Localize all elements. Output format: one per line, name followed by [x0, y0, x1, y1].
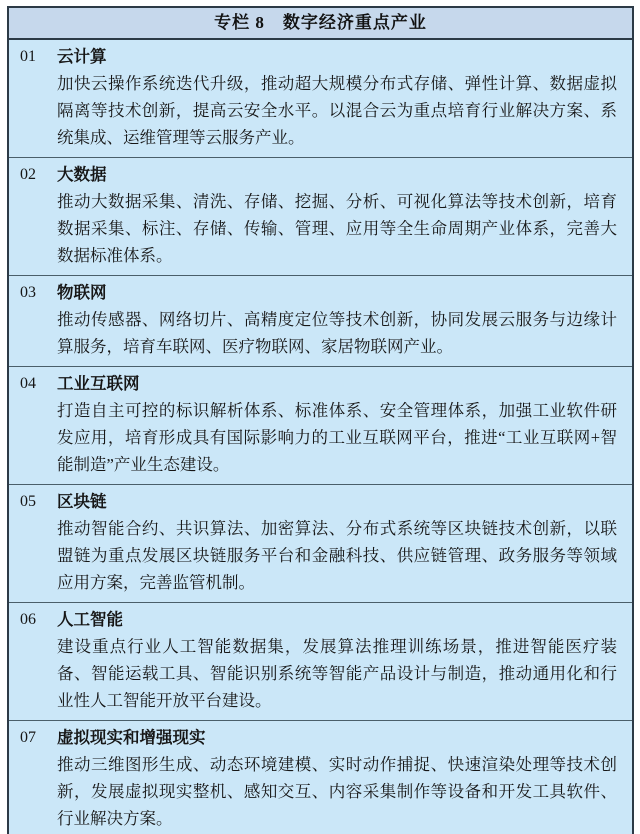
row-body: 加快云操作系统迭代升级，推动超大规模分布式存储、弹性计算、数据虚拟隔离等技术创新，提高云安全水平。以混合云为重点培育行业解决方案、系统集成、运维管理等云服务产业。 — [57, 74, 617, 147]
row-body: 打造自主可控的标识解析体系、标准体系、安全管理体系，加强工业软件研发应用，培育形成具有国际影响力的工业互联网平台，推进“工业互联网+智能制造”产业生态建设。 — [57, 401, 617, 474]
row-body: 推动三维图形生成、动态环境建模、实时动作捕捉、快速渲染处理等技术创新，发展虚拟现实整机、感知交互、内容采集制作等设备和开发工具软件、行业解决方案。 — [57, 755, 617, 828]
panel-title: 专栏 8 数字经济重点产业 — [9, 8, 632, 40]
row-number: 01 — [20, 48, 36, 65]
row-title: 区块链 — [57, 492, 107, 511]
row-body: 建设重点行业人工智能数据集，发展算法推理训练场景，推进智能医疗装备、智能运载工具、智能识别系统等智能产品设计与制造，推动通用化和行业性人工智能开放平台建设。 — [57, 637, 617, 710]
row-number: 02 — [20, 166, 36, 183]
row-title: 人工智能 — [57, 610, 123, 629]
industry-row — [9, 366, 632, 484]
row-number: 04 — [20, 375, 36, 392]
industry-row — [9, 157, 632, 275]
industry-row — [9, 40, 632, 157]
row-body: 推动智能合约、共识算法、加密算法、分布式系统等区块链技术创新，以联盟链为重点发展区块链服务平台和金融科技、供应链管理、政务服务等领域应用方案，完善监管机制。 — [57, 519, 617, 592]
row-title: 工业互联网 — [57, 374, 140, 393]
row-body: 推动大数据采集、清洗、存储、挖掘、分析、可视化算法等技术创新，培育数据采集、标注、存储、传输、管理、应用等全生命周期产业体系，完善大数据标准体系。 — [57, 192, 617, 265]
row-title: 大数据 — [57, 165, 107, 184]
industry-row — [9, 720, 632, 834]
row-number: 07 — [20, 729, 36, 746]
row-number: 06 — [20, 611, 36, 628]
industry-row — [9, 484, 632, 602]
row-body: 推动传感器、网络切片、高精度定位等技术创新，协同发展云服务与边缘计算服务，培育车联网、医疗物联网、家居物联网产业。 — [57, 310, 617, 356]
row-title: 虚拟现实和增强现实 — [57, 728, 206, 747]
row-number: 05 — [20, 493, 36, 510]
row-number: 03 — [20, 284, 36, 301]
industry-row — [9, 602, 632, 720]
row-title: 云计算 — [57, 47, 107, 66]
rows — [9, 40, 632, 834]
industry-row — [9, 275, 632, 366]
row-title: 物联网 — [57, 283, 107, 302]
industry-panel — [7, 6, 634, 834]
